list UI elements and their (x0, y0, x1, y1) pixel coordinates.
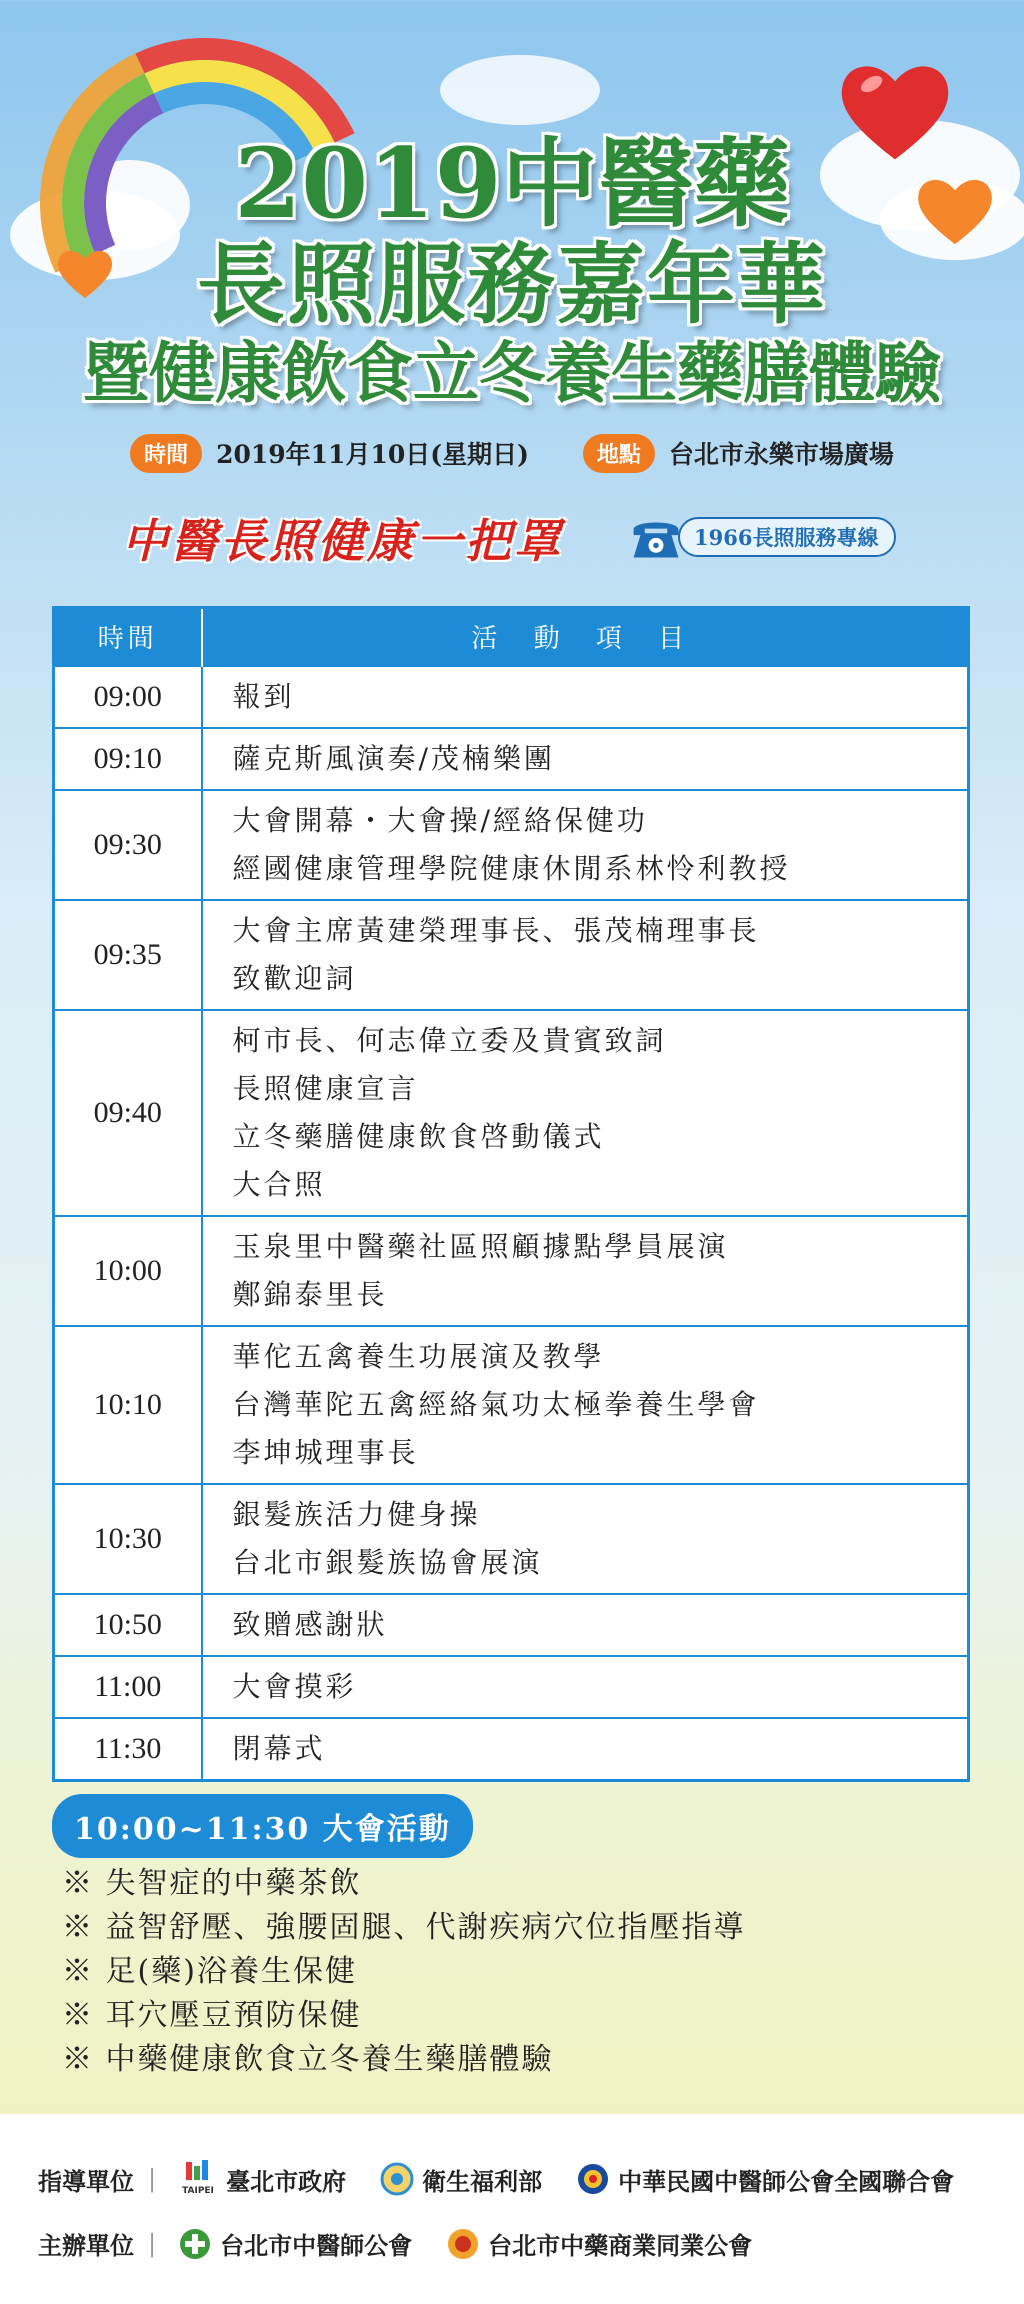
row-activity (202, 1594, 969, 1656)
host-row: 主辦單位 | 台北市中醫師公會 台北市中藥商業同業公會 (38, 2226, 786, 2261)
list-item: ※ 耳穴壓豆預防保健 (62, 1998, 362, 2033)
activity-line: 大會開幕・大會操/經絡保健功 (232, 803, 648, 837)
row-activity (202, 1216, 969, 1326)
host-label: 主辦單位 (38, 2231, 134, 2260)
activity-line: 銀髮族活力健身操 (232, 1497, 481, 1531)
table-row (54, 666, 969, 728)
org-name: 中華民國中醫師公會全國聯合會 (618, 2166, 955, 2196)
activity-line: 大會摸彩 (232, 1669, 357, 1703)
row-time: 09:35 (54, 900, 202, 1010)
row-time: 09:10 (54, 728, 202, 790)
tcm-merchants-logo-icon (446, 2227, 480, 2261)
row-time: 10:00 (54, 1216, 202, 1326)
table-row (54, 1326, 969, 1484)
activity-line: 致贈感謝狀 (232, 1607, 388, 1641)
row-activity (202, 900, 969, 1010)
taipei-logo-icon (178, 2160, 218, 2198)
row-time: 09:40 (54, 1010, 202, 1216)
tcm-doctors-logo-icon (178, 2227, 212, 2261)
table-row (54, 1594, 969, 1656)
activity-line: 柯市長、何志偉立委及貴賓致詞 (232, 1023, 667, 1057)
header-activity: 活 動 項 目 (202, 608, 969, 666)
row-time: 09:30 (54, 790, 202, 900)
activity-line: 李坤城理事長 (232, 1435, 419, 1469)
activity-line: 報到 (232, 679, 295, 713)
table-row (54, 1010, 969, 1216)
list-item: ※ 失智症的中藥茶飲 (62, 1866, 362, 1901)
guide-label: 指導單位 (38, 2166, 134, 2196)
org-taipei-tcm-doctors (178, 2226, 412, 2261)
mohw-logo-icon (380, 2162, 414, 2196)
row-activity (202, 666, 969, 728)
title-line-2: 長照服務嘉年華 (196, 232, 827, 336)
hotline-text: 1966長照服務專線 (678, 517, 896, 557)
row-time: 11:00 (54, 1656, 202, 1718)
org-taipei-gov (178, 2160, 346, 2198)
table-row (54, 1718, 969, 1781)
activity-line: 鄭錦泰里長 (232, 1277, 388, 1311)
national-tcm-logo-icon (576, 2162, 610, 2196)
table-row (54, 900, 969, 1010)
activity-line: 台北市銀髮族協會展演 (232, 1545, 543, 1579)
activity-line: 玉泉里中醫藥社區照顧據點學員展演 (232, 1229, 729, 1263)
activity-line: 閉幕式 (232, 1731, 326, 1765)
activity-line: 致歡迎詞 (232, 961, 357, 995)
footer (0, 2114, 1024, 2304)
list-item: ※ 中藥健康飲食立冬養生藥膳體驗 (62, 2042, 554, 2077)
row-activity (202, 1326, 969, 1484)
row-activity (202, 728, 969, 790)
header-time: 時間 (54, 608, 202, 666)
activity-line: 經國健康管理學院健康休閒系林怜利教授 (232, 851, 791, 885)
row-activity (202, 790, 969, 900)
place-value: 台北市永樂市場廣場 (668, 440, 894, 469)
hotline (628, 512, 896, 562)
org-name: 台北市中藥商業同業公會 (488, 2231, 753, 2260)
table-row (54, 1216, 969, 1326)
activity-line: 立冬藥膳健康飲食啓動儀式 (232, 1119, 605, 1153)
title-line-3: 暨健康飲食立冬養生藥膳體驗 (83, 334, 941, 412)
org-mohw (380, 2162, 542, 2197)
events-list (62, 1862, 746, 2082)
row-time: 09:00 (54, 666, 202, 728)
svg-text:TAIPEI: TAIPEI (182, 2186, 215, 2196)
event-info (0, 430, 1024, 476)
table-row (54, 1656, 969, 1718)
schedule-table (52, 606, 970, 1782)
list-item: ※ 足(藥)浴養生保健 (62, 1954, 357, 1989)
title-line-1: 2019中醫藥 (234, 127, 790, 240)
org-national-tcm (576, 2162, 954, 2197)
row-activity (202, 1656, 969, 1718)
place-label: 地點 (583, 434, 655, 473)
activity-line: 大合照 (232, 1167, 326, 1201)
guide-row: 指導單位 | TAIPEI 臺北市政府 衛生福利部 中華民國中醫師公會全國聯合會 (38, 2160, 988, 2198)
activity-line: 長照健康宣言 (232, 1071, 419, 1105)
row-time: 10:10 (54, 1326, 202, 1484)
row-time: 11:30 (54, 1718, 202, 1781)
schedule-body (54, 666, 969, 1781)
org-taipei-tcm-merchants (446, 2226, 752, 2261)
events-heading: 10:00~11:30 大會活動 (52, 1794, 473, 1858)
slogan: 中醫長照健康一把罩 (122, 514, 563, 568)
activity-line: 台灣華陀五禽經絡氣功太極拳養生學會 (232, 1387, 760, 1421)
time-label: 時間 (130, 434, 202, 473)
row-activity (202, 1484, 969, 1594)
org-name: 衛生福利部 (422, 2166, 543, 2196)
table-row (54, 728, 969, 790)
time-value: 2019年11月10日(星期日) (216, 440, 529, 469)
list-item: ※ 益智舒壓、強腰固腿、代謝疾病穴位指壓指導 (62, 1910, 746, 1945)
row-activity (202, 1010, 969, 1216)
activity-line: 大會主席黃建榮理事長、張茂楠理事長 (232, 913, 760, 947)
row-time: 10:30 (54, 1484, 202, 1594)
activity-line: 薩克斯風演奏/茂楠樂團 (232, 741, 555, 775)
table-row (54, 1484, 969, 1594)
row-time: 10:50 (54, 1594, 202, 1656)
table-row (54, 790, 969, 900)
org-name: 臺北市政府 (226, 2166, 347, 2196)
phone-icon (628, 512, 684, 562)
org-name: 台北市中醫師公會 (220, 2231, 413, 2260)
row-activity (202, 1718, 969, 1781)
activity-line: 華佗五禽養生功展演及教學 (232, 1339, 605, 1373)
